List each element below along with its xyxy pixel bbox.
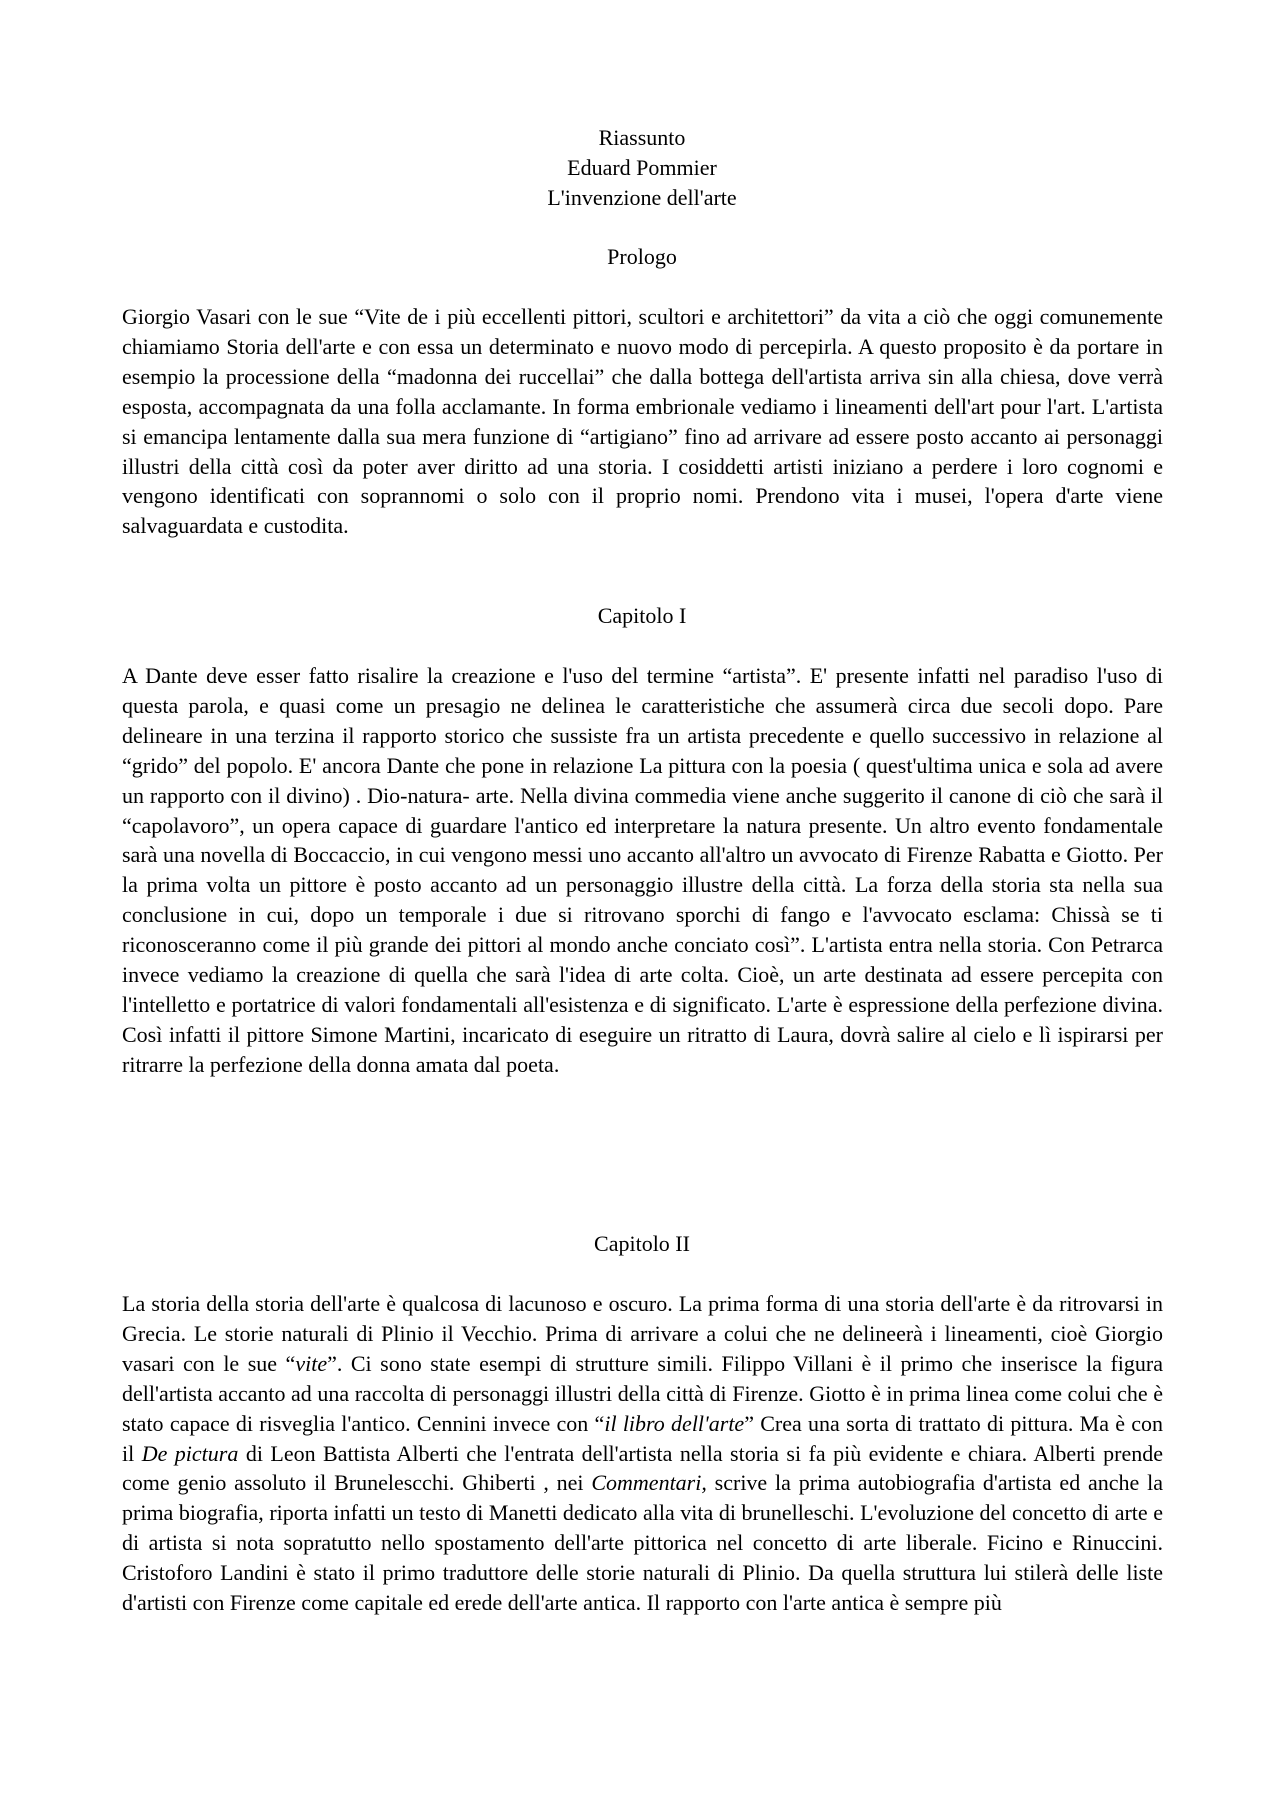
text-run: ”. Ci sono state esempi di strutture simili. Filippo Villani è il primo che inserisce la figura dell'artista accanto ad una raccolta di personaggi illustri della città di Firenze. Giotto è in prima linea come colui che è stato capace di risveglia l'antico. Cennini invece con “ [122,1350,1163,1436]
italic-run-de-pictura: De pictura [141,1440,239,1466]
section-heading-prologo: Prologo [607,244,677,269]
italic-run-vite: vite [295,1350,328,1376]
document-header [122,123,1162,213]
italic-run-commentari: Commentari, [591,1470,707,1496]
text-run: scrive la prima autobiografia d'artista ed anche la prima biografia, riporta infatti un testo di Manetti dedicato alla vita di brunelleschi. L'evoluzione del concetto di arte e di artista si nota sopratutto nello spostamento dell'arte pittorica nel concetto di arte liberale. Ficino e Rinuccini. Cristoforo Landini è stato il primo traduttore delle storie naturali di Plinio. Da quella struttura lui stilerà delle liste d'artisti con Firenze come capitale ed erede dell'arte antica. Il rapporto con l'arte antica è sempre più [122,1470,1163,1616]
paragraph-capitolo-1: A Dante deve esser fatto risalire la creazione e l'uso del termine “artista”. E' presente infatti nel paradiso l'uso di questa parola, e quasi come un presagio ne delinea le caratteristiche che assumerà circa due secoli dopo. Pare delineare in una terzina il rapporto storico che sussiste fra un artista precedente e quello successivo in relazione al “grido” del popolo. E' ancora Dante che pone in relazione La pittura con la poesia ( quest'ultima unica e sola ad avere un rapporto con il divino) . Dio-natura- arte. Nella divina commedia viene anche suggerito il canone di ciò che sarà il “capolavoro”, un opera capace di guardare l'antico ed interpretare la natura presente. Un altro evento fondamentale sarà una novella di Boccaccio, in cui vengono messi uno accanto all'altro un avvocato di Firenze Rabatta e Giotto. Per la prima volta un pittore è posto accanto ad un personaggio illustre della città. La forza della storia sta nella sua conclusione in cui, dopo un temporale i due si ritrovano sporchi di fango e l'avvocato esclama: Chissà se ti riconosceranno come il più grande dei pittori al mondo anche conciato così”. L'artista entra nella storia. Con Petrarca invece vediamo la creazione di quella che sarà l'idea di arte colta. Cioè, un arte destinata ad essere percepita con l'intelletto e portatrice di valori fondamentali all'esistenza e di significato. L'arte è espressione della perfezione divina. Così infatti il pittore Simone Martini, incaricato di eseguire un ritratto di Laura, dovrà salire al cielo e lì ispirarsi per ritrarre la perfezione della donna amata dal poeta. [122,663,1163,1077]
text-run: La storia della storia dell'arte è qualcosa di lacunoso e oscuro. La prima forma di una storia dell'arte è da ritrovarsi in Grecia. Le storie naturali di Plinio il Vecchio. Prima di arrivare a colui che ne delineerà i lineamenti, cioè Giorgio vasari con le sue “ [122,1291,1163,1376]
paragraph-prologo: Giorgio Vasari con le sue “Vite de i più eccellenti pittori, scultori e architettori” da vita a ciò che oggi comunemente chiamiamo Storia dell'arte e con essa un determinato e nuovo modo di percepirla. A questo proposito è da portare in esempio la processione della “madonna dei ruccellai” che dalla bottega dell'artista arriva sin alla chiesa, dove verrà esposta, accompagnata da una folla acclamante. In forma embrionale vediamo i lineamenti dell'art pour l'art. L'artista si emancipa lentamente dalla sua mera funzione di “artigiano” fino ad arrivare ad essere posto accanto ai personaggi illustri della città così da poter aver diritto ad una storia. I cosiddetti artisti iniziano a perdere i loro cognomi e vengono identificati con soprannomi o solo con il proprio nomi. Prendono vita i musei, l'opera d'arte viene salvaguardata e custodita. [122,304,1163,539]
italic-run-libro-arte: il libro dell'arte [604,1410,745,1436]
text-run: di Leon Battista Alberti che l'entrata dell'artista nella storia si fa più evidente e chiara. Alberti prende come genio assoluto il Brunelescchi. Ghiberti , nei [122,1440,1163,1496]
book-title: L'invenzione dell'arte [547,185,737,210]
text-run: ” Crea una sorta di trattato di pittura. Ma è con il [122,1410,1164,1466]
section-heading-capitolo-1: Capitolo I [597,603,687,628]
header-label: Riassunto [598,125,686,150]
section-heading-capitolo-2: Capitolo II [594,1231,690,1256]
paragraph-capitolo-2 [122,1289,1163,1618]
author-name: Eduard Pommier [567,155,717,180]
